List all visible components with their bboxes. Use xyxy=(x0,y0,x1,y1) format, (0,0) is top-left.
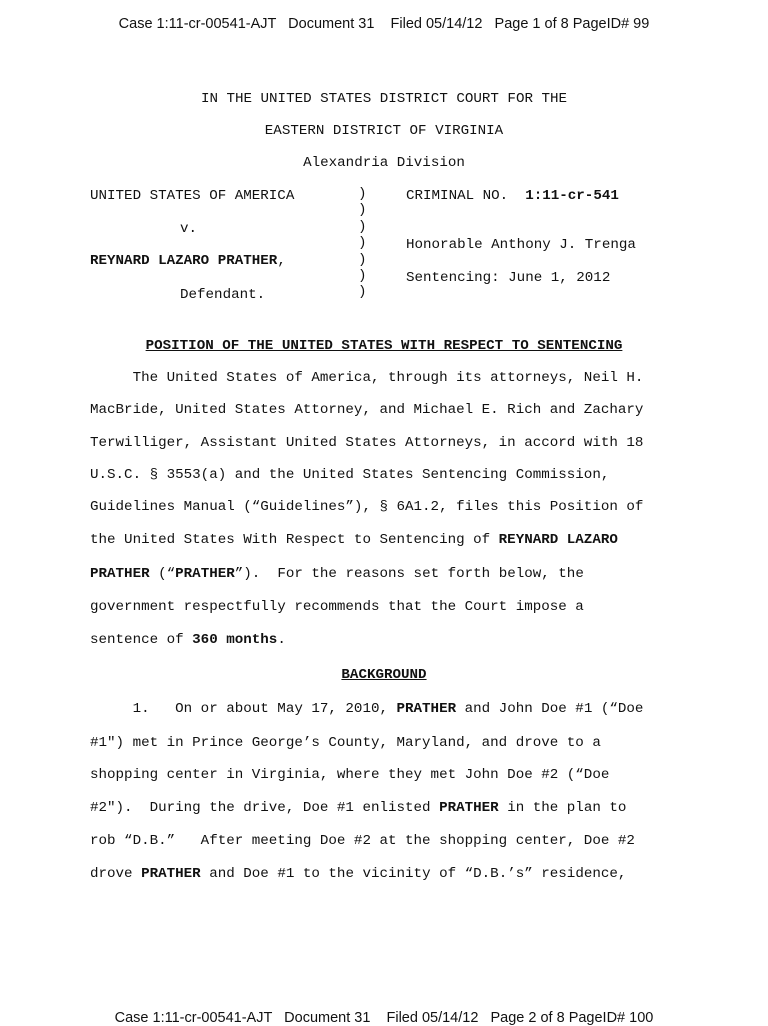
court-division: Alexandria Division xyxy=(303,155,465,171)
caption-defendant-role: Defendant. xyxy=(180,287,266,303)
para-text: #2"). During the drive, Doe #1 enlisted xyxy=(90,800,440,816)
intro-text: the United States With Respect to Sentencing of xyxy=(90,532,499,548)
background-heading: BACKGROUND xyxy=(341,667,427,683)
caption-plaintiff: UNITED STATES OF AMERICA xyxy=(90,188,295,204)
intro-line-6 xyxy=(90,531,618,549)
intro-line-4: U.S.C. § 3553(a) and the United States Sentencing Commission, xyxy=(90,467,610,483)
intro-line-9 xyxy=(90,631,286,649)
sentencing-date: Sentencing: June 1, 2012 xyxy=(406,270,611,286)
caption-parentheses: ) ) ) ) ) ) ) xyxy=(358,186,367,301)
caption-defendant xyxy=(90,252,286,270)
para-text: 1. On or about May 17, 2010, xyxy=(90,701,397,717)
defendant-short-name: PRATHER xyxy=(439,800,499,816)
para1-line-4 xyxy=(90,799,626,817)
caption-versus: v. xyxy=(180,221,198,237)
para-text: drove xyxy=(90,866,142,882)
criminal-no-value: 1:11-cr-541 xyxy=(525,188,619,204)
intro-line-8: government respectfully recommends that the Court impose a xyxy=(90,599,584,615)
defendant-name-bold: PRATHER xyxy=(90,566,150,582)
defendant-short-name: PRATHER xyxy=(141,866,201,882)
para-text: in the plan to xyxy=(498,800,627,816)
defendant-name: REYNARD LAZARO PRATHER xyxy=(90,253,278,269)
intro-line-7 xyxy=(90,565,584,583)
ecf-header: Case 1:11-cr-00541-AJT Document 31 Filed 05/14/12 Page 1 of 8 PageID# 99 xyxy=(118,16,650,32)
para1-line-6 xyxy=(90,865,626,883)
intro-text: . xyxy=(277,632,286,648)
para1-line-5: rob “D.B.” After meeting Doe #2 at the shopping center, Doe #2 xyxy=(90,833,635,849)
intro-line-3: Terwilliger, Assistant United States Attorneys, in accord with 18 xyxy=(90,435,644,451)
defendant-name-bold: REYNARD LAZARO xyxy=(498,532,618,548)
para1-line-1 xyxy=(90,700,643,718)
para-text: and John Doe #1 (“Doe xyxy=(456,701,644,717)
recommended-sentence: 360 months xyxy=(192,632,278,648)
defendant-comma: , xyxy=(277,253,286,269)
para1-line-2: #1") met in Prince George’s County, Maryland, and drove to a xyxy=(90,735,601,751)
intro-text: sentence of xyxy=(90,632,193,648)
criminal-number xyxy=(406,187,619,205)
para1-line-3: shopping center in Virginia, where they met John Doe #2 (“Doe xyxy=(90,767,610,783)
court-name-line2: EASTERN DISTRICT OF VIRGINIA xyxy=(264,123,504,139)
ecf-header-next-page: Case 1:11-cr-00541-AJT Document 31 Filed 05/14/12 Page 2 of 8 PageID# 100 xyxy=(114,1010,654,1026)
intro-line-2: MacBride, United States Attorney, and Michael E. Rich and Zachary xyxy=(90,402,644,418)
judge-name: Honorable Anthony J. Trenga xyxy=(406,237,636,253)
intro-line-1: The United States of America, through its attorneys, Neil H. xyxy=(90,370,644,386)
defendant-short-name: PRATHER xyxy=(175,566,235,582)
defendant-short-name: PRATHER xyxy=(396,701,457,717)
intro-line-5: Guidelines Manual (“Guidelines”), § 6A1.2, files this Position of xyxy=(90,499,644,515)
document-title: POSITION OF THE UNITED STATES WITH RESPECT TO SENTENCING xyxy=(145,338,623,354)
intro-text: (“ xyxy=(149,566,176,582)
court-name-line1: IN THE UNITED STATES DISTRICT COURT FOR THE xyxy=(200,91,568,107)
intro-text: ”). For the reasons set forth below, the xyxy=(234,566,584,582)
criminal-no-label: CRIMINAL NO. xyxy=(406,188,526,204)
para-text: and Doe #1 to the vicinity of “D.B.’s” residence, xyxy=(200,866,627,882)
